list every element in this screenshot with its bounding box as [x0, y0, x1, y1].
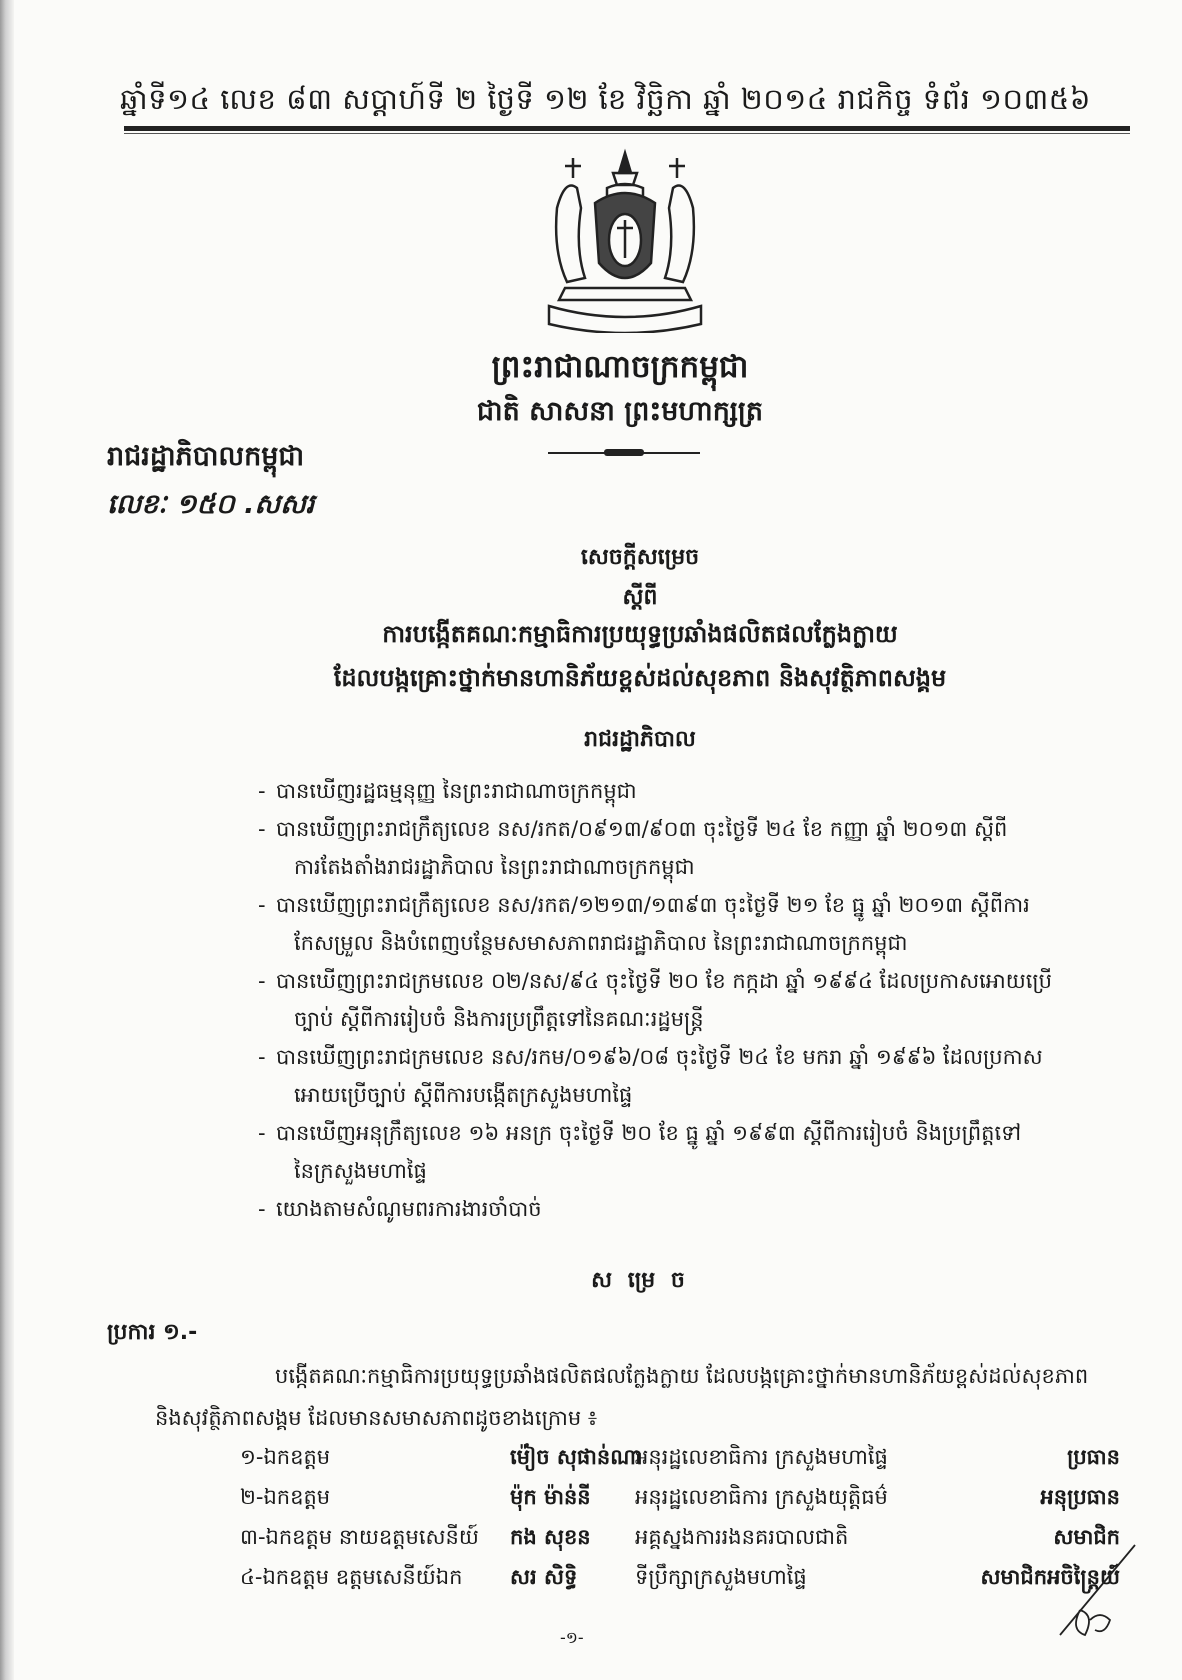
consideration-item: - បានឃើញព្រះរាជក្រមលេខ នស/រកម/០១៩៦/០៨ ចុះថ្ងៃទី ២៤ ខែ មករា ឆ្នាំ ១៩៩៦ ដែលប្រកាស អោយប្រើច្បាប់ ស្តីពីការបង្កើតក្រសួងមហាផ្ទៃ	[258, 1038, 1088, 1114]
page-number: -១-	[560, 1628, 584, 1647]
consideration-continuation: អោយប្រើច្បាប់ ស្តីពីការបង្កើតក្រសួងមហាផ្ទៃ	[294, 1083, 633, 1107]
consideration-text: បានឃើញព្រះរាជក្រមលេខ ០២/នស/៩៤ ចុះថ្ងៃទី ២០ ខែ កក្កដា ឆ្នាំ ១៩៩៤ ដែលប្រកាសអោយប្រើ	[276, 969, 1052, 993]
article-label: ប្រការ ១.-	[107, 1320, 198, 1345]
member-position: អនុរដ្ឋលេខាធិការ ក្រសួងមហាផ្ទៃ	[635, 1445, 888, 1469]
consideration-text: បានឃើញព្រះរាជក្រមលេខ នស/រកម/០១៩៦/០៨ ចុះថ្ងៃទី ២៤ ខែ មករា ឆ្នាំ ១៩៩៦ ដែលប្រកាស	[276, 1045, 1043, 1069]
member-name: ម៉ុក ម៉ាន់នី	[510, 1485, 591, 1509]
consideration-continuation: ច្បាប់ ស្តីពីការរៀបចំ និងការប្រព្រឹត្តទៅនៃគណៈរដ្ឋមន្ត្រី	[294, 1007, 704, 1031]
consideration-item: - បានឃើញអនុក្រឹត្យលេខ ១៦ អនក្រ ចុះថ្ងៃទី ២០ ខែ ធ្នូ ឆ្នាំ ១៩៩៣ ស្តីពីការរៀបចំ និងប្រព្រឹត្តទៅ នៃក្រសួងមហាផ្ទៃ	[258, 1114, 1088, 1190]
scan-edge	[0, 0, 14, 1680]
kingdom-name: ព្រះរាជាណាចក្រកម្ពុជា	[491, 349, 749, 385]
title-line-2: ដែលបង្កគ្រោះថ្នាក់មានហានិភ័យខ្ពស់ដល់សុខភាព និងសុវត្ថិភាពសង្គម	[333, 664, 947, 692]
member-position: អគ្គស្នងការរងនគរបាលជាតិ	[635, 1525, 849, 1549]
header-rule-thin	[124, 133, 1130, 134]
consideration-text: យោងតាមសំណូមពរការងារចាំបាច់	[276, 1197, 542, 1221]
member-name: ម៉ៀច សុផាន់ណា	[510, 1445, 643, 1469]
consideration-continuation: កែសម្រួល និងបំពេញបន្ថែមសមាសភាពរាជរដ្ឋាភិបាល នៃព្រះរាជាណាចក្រកម្ពុជា	[294, 931, 908, 955]
consideration-item: - បានឃើញព្រះរាជក្រឹត្យលេខ នស/រកត/១២១៣/១៣៩៣ ចុះថ្ងៃទី ២១ ខែ ធ្នូ ឆ្នាំ ២០១៣ ស្តីពីការ កែសម្រួល និងបំពេញបន្ថែមសមាសភាពរាជរដ្ឋាភិបាល នៃព្រះរាជាណាចក្រកម្ពុជា	[258, 886, 1088, 962]
issuing-authority: រាជរដ្ឋាភិបាល	[584, 727, 696, 752]
title-line-1: ការបង្កើតគណៈកម្មាធិការប្រយុទ្ធប្រឆាំងផលិតផលក្លែងក្លាយ	[382, 620, 898, 648]
gazette-header: ឆ្នាំទី១៤ លេខ ៨៣ សប្តាហ៍ទី ២ ថ្ងៃទី ១២ ខែ វិច្ឆិកា ឆ្នាំ ២០១៤ រាជកិច្ច ទំព័រ ១០៣៥៦	[120, 82, 1091, 116]
member-role: សមាជិកអចិន្ត្រៃយ៍	[980, 1565, 1120, 1589]
document-type: សេចក្តីសម្រេច	[580, 545, 700, 570]
committee-members	[240, 1444, 1120, 1604]
consideration-text: បានឃើញព្រះរាជក្រឹត្យលេខ នស/រកត/១២១៣/១៣៩៣ ចុះថ្ងៃទី ២១ ខែ ធ្នូ ឆ្នាំ ២០១៣ ស្តីពីការ	[276, 893, 1030, 917]
consideration-item: - បានឃើញព្រះរាជក្រឹត្យលេខ នស/រកត/០៩១៣/៩០៣ ចុះថ្ងៃទី ២៤ ខែ កញ្ញា ឆ្នាំ ២០១៣ ស្តីពី ការតែងតាំងរាជរដ្ឋាភិបាល នៃព្រះរាជាណាចក្រកម្ពុជា	[258, 810, 1088, 886]
member-row	[240, 1444, 1120, 1484]
member-position: ទីប្រឹក្សាក្រសួងមហាផ្ទៃ	[635, 1565, 807, 1589]
member-name: កង សុខន	[510, 1525, 591, 1549]
consideration-continuation: នៃក្រសួងមហាផ្ទៃ	[294, 1159, 427, 1183]
considerations-list	[258, 772, 1088, 1228]
consideration-item: - បានឃើញព្រះរាជក្រមលេខ ០២/នស/៩៤ ចុះថ្ងៃទី ២០ ខែ កក្កដា ឆ្នាំ ១៩៩៤ ដែលប្រកាសអោយប្រើ ច្បាប់ ស្តីពីការរៀបចំ និងការប្រព្រឹត្តទៅនៃគណៈរដ្ឋមន្ត្រី	[258, 962, 1088, 1038]
member-role: សមាជិក	[1053, 1525, 1120, 1549]
consideration-text: បានឃើញព្រះរាជក្រឹត្យលេខ នស/រកត/០៩១៣/៩០៣ ចុះថ្ងៃទី ២៤ ខែ កញ្ញា ឆ្នាំ ២០១៣ ស្តីពី	[276, 817, 1008, 841]
decision-number: លេខៈ ១៥០ .សសរ	[107, 489, 315, 520]
member-role: ប្រធាន	[1067, 1445, 1120, 1469]
header-rule	[124, 126, 1130, 131]
consideration-text: បានឃើញរដ្ឋធម្មនុញ្ញ នៃព្រះរាជាណាចក្រកម្ពុជា	[276, 779, 637, 803]
consideration-item: - យោងតាមសំណូមពរការងារចាំបាច់	[258, 1197, 542, 1221]
national-motto: ជាតិ សាសនា ព្រះមហាក្សត្រ	[476, 396, 764, 427]
member-row	[240, 1524, 1120, 1564]
member-role: អនុប្រធាន	[1040, 1485, 1120, 1509]
title-about: ស្តីពី	[622, 585, 658, 610]
royal-coat-of-arms-icon	[535, 148, 715, 333]
member-row	[240, 1484, 1120, 1524]
motto-divider-ornament	[604, 449, 644, 456]
member-title: ៤-ឯកឧត្តម ឧត្តមសេនីយ៍ឯក	[240, 1565, 463, 1589]
issuing-government: រាជរដ្ឋាភិបាលកម្ពុជា	[107, 441, 305, 472]
article-text: បង្កើតគណៈកម្មាធិការប្រយុទ្ធប្រឆាំងផលិតផលក្លែងក្លាយ ដែលបង្កគ្រោះថ្នាក់មានហានិភ័យខ្ពស់ដល់សុខភាព និងសុវត្ថិភាពសង្គម ដែលមានសមាសភាពដូចខាងក្រោម ៖	[155, 1364, 1089, 1430]
member-name: សរ សិទ្ធិ	[510, 1565, 578, 1589]
member-title: ៣-ឯកឧត្តម នាយឧត្តមសេនីយ៍	[240, 1525, 479, 1549]
member-title: ១-ឯកឧត្តម	[240, 1445, 331, 1469]
handwritten-initials	[1040, 1540, 1140, 1650]
consideration-continuation: ការតែងតាំងរាជរដ្ឋាភិបាល នៃព្រះរាជាណាចក្រកម្ពុជា	[294, 855, 695, 879]
consideration-item: - បានឃើញរដ្ឋធម្មនុញ្ញ នៃព្រះរាជាណាចក្រកម្ពុជា	[258, 779, 637, 803]
member-row	[240, 1564, 1120, 1604]
member-position: អនុរដ្ឋលេខាធិការ ក្រសួងយុត្តិធម៌	[635, 1485, 888, 1509]
member-title: ២-ឯកឧត្តម	[240, 1485, 331, 1509]
decision-heading: ស ម្រេ ច	[591, 1268, 689, 1293]
consideration-text: បានឃើញអនុក្រឹត្យលេខ ១៦ អនក្រ ចុះថ្ងៃទី ២០ ខែ ធ្នូ ឆ្នាំ ១៩៩៣ ស្តីពីការរៀបចំ និងប្រព្រឹត្តទៅ	[276, 1121, 1022, 1145]
